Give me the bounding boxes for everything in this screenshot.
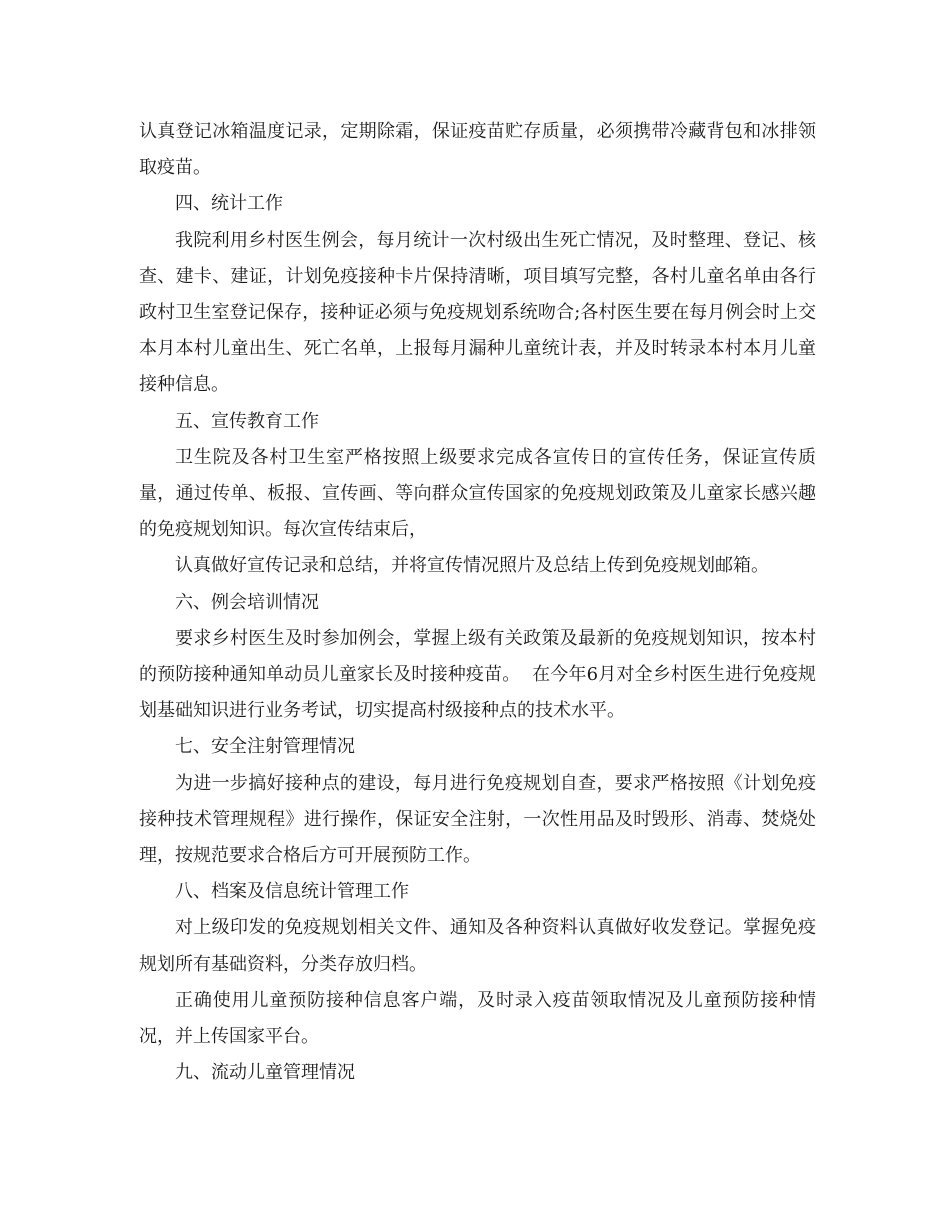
section-heading-mobile-children: 九、流动儿童管理情况	[175, 1062, 355, 1084]
section-heading-publicity: 五、宣传教育工作	[175, 410, 319, 432]
paragraph-vaccine-storage: 认真登记冰箱温度记录，定期除霜，保证疫苗贮存质量，必须携带冷藏背包和冰排领取疫苗。	[139, 121, 816, 179]
paragraph-statistics: 我院利用乡村医生例会，每月统计一次村级出生死亡情况，及时整理、登记、核查、建卡、建证，计划免疫接种卡片保持清晰，项目填写完整，各村儿童名单由各行政村卫生室登记保存，接种证必须与免疫规划系统吻合;各村医生要在每月例会时上交本月本村儿童出生、死亡名单，上报每月漏种儿童统计表，并及时转录本村本月儿童接种信息。	[139, 229, 816, 396]
paragraph-client-software: 正确使用儿童预防接种信息客户端，及时录入疫苗领取情况及儿童预防接种情况，并上传国家平台。	[139, 989, 816, 1048]
paragraph-publicity: 卫生院及各村卫生室严格按照上级要求完成各宣传日的宣传任务，保证宣传质量，通过传单、板报、宣传画、等向群众宣传国家的免疫规划政策及儿童家长感兴趣的免疫规划知识。每次宣传结束后，	[139, 446, 816, 541]
section-heading-statistics: 四、统计工作	[175, 193, 283, 215]
section-heading-training: 六、例会培训情况	[175, 591, 319, 613]
paragraph-publicity-records: 认真做好宣传记录和总结，并将宣传情况照片及总结上传到免疫规划邮箱。	[175, 555, 769, 577]
section-heading-archives: 八、档案及信息统计管理工作	[175, 881, 409, 903]
paragraph-training: 要求乡村医生及时参加例会，掌握上级有关政策及最新的免疫规划知识，按本村的预防接种通知单动员儿童家长及时接种疫苗。 在今年6月对全乡村医生进行免疫规划基础知识进行业务考试，切实提高村级接种点的技术水平。	[139, 627, 816, 722]
section-heading-safe-injection: 七、安全注射管理情况	[175, 736, 355, 758]
paragraph-archives: 对上级印发的免疫规划相关文件、通知及各种资料认真做好收发登记。掌握免疫规划所有基础资料，分类存放归档。	[139, 917, 816, 975]
paragraph-safe-injection: 为进一步搞好接种点的建设，每月进行免疫规划自查，要求严格按照《计划免疫接种技术管理规程》进行操作，保证安全注射，一次性用品及时毁形、消毒、焚烧处理，按规范要求合格后方可开展预防工作。	[139, 772, 816, 867]
